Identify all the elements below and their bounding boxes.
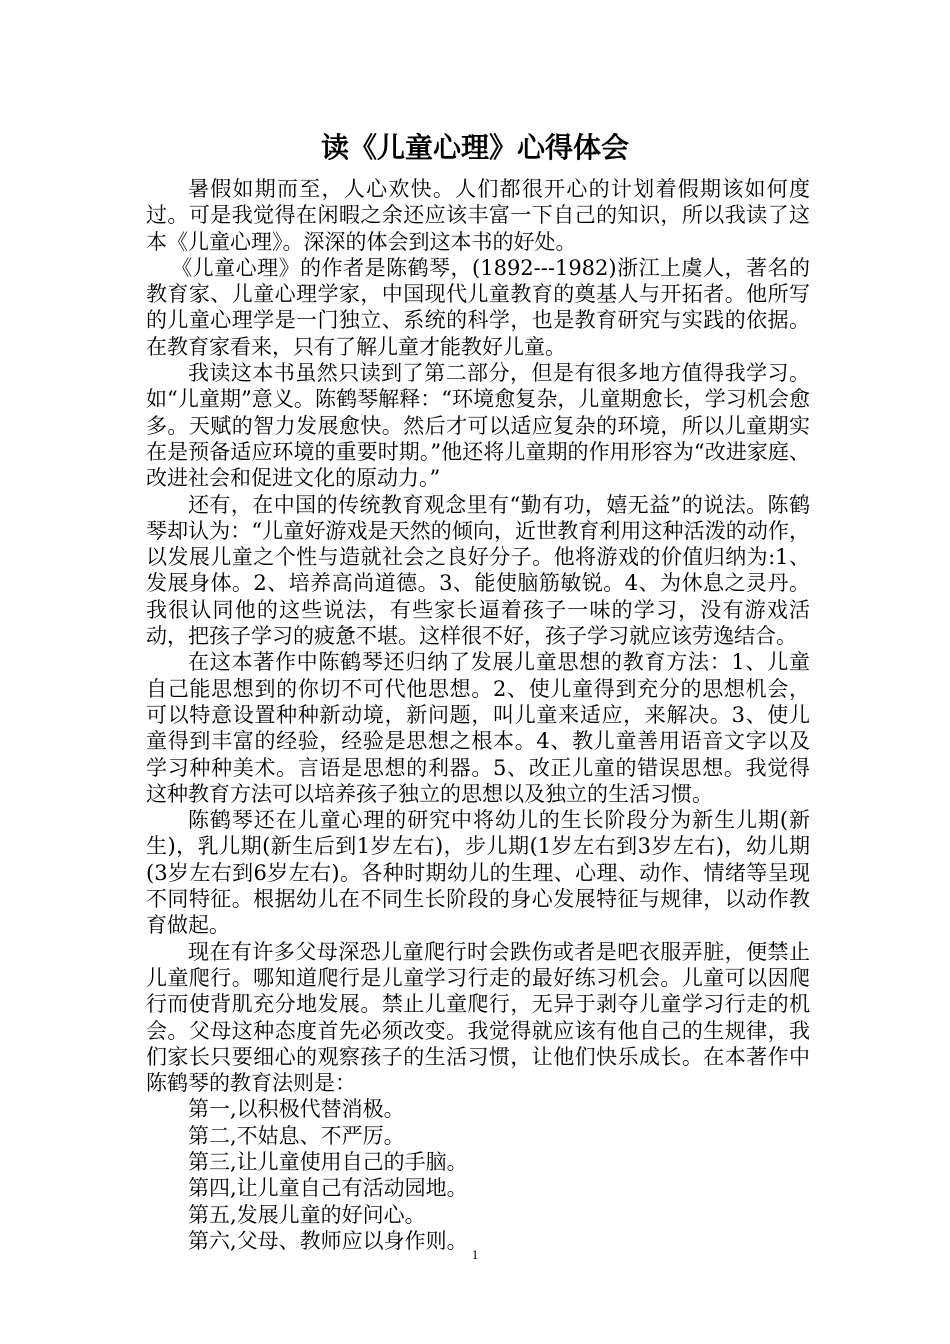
paragraph-growth-stages: 陈鹤琴还在儿童心理的研究中将幼儿的生长阶段分为新生儿期(新生)，乳儿期(新生后到1岁左右)，步儿期(1岁左右到3岁左右)，幼儿期(3岁左右到6岁左右)。各种时期幼儿的生理、心理、动作、情绪等呈现不同特征。根据幼儿在不同生长阶段的身心发展特征与规律，以动作教育做起。 <box>146 808 810 938</box>
page-number: 1 <box>471 1247 479 1262</box>
paragraph-childhood-meaning: 我读这本书虽然只读到了第二部分，但是有很多地方值得我学习。如“儿童期”意义。陈鹤琴解释：“环境愈复杂，儿童期愈长，学习机会愈多。天赋的智力发展愈快。然后才可以适应复杂的环境，所以儿童期实在是预备适应环境的重要时期。”他还将儿童期的作用形容为“改进家庭、改进社会和促进文化的原动力。” <box>146 361 810 491</box>
paragraph-play-value: 还有，在中国的传统教育观念里有“勤有功，嬉无益”的说法。陈鹤琴却认为：“儿童好游戏是天然的倾向，近世教育利用这种活泼的动作，以发展儿童之个性与造就社会之良好分子。他将游戏的价值归纳为:1、发展身体。2、培养高尚道德。3、能使脑筋敏锐。4、为休息之灵丹。我很认同他的这些说法，有些家长逼着孩子一味的学习，没有游戏活动，把孩子学习的疲惫不堪。这样很不好，孩子学习就应该劳逸结合。 <box>146 492 810 649</box>
paragraph-crawling: 现在有许多父母深恐儿童爬行时会跌伤或者是吧衣服弄脏，便禁止儿童爬行。哪知道爬行是儿童学习行走的最好练习机会。儿童可以因爬行而使背肌充分地发展。禁止儿童爬行，无异于剥夺儿童学习行走的机会。父母这种态度首先必须改变。我觉得就应该有他自己的生规律，我们家长只要细心的观察孩子的生活习惯，让他们快乐成长。在本著作中陈鹤琴的教育法则是： <box>146 939 810 1096</box>
rule-item: 第三,让儿童使用自己的手脑。 <box>188 1149 468 1174</box>
rule-item: 第一,以积极代替消极。 <box>188 1097 405 1122</box>
document-title: 读《儿童心理》心得体会 <box>320 131 629 164</box>
rule-item: 第五,发展儿童的好问心。 <box>188 1202 426 1227</box>
rule-item: 第六,父母、教师应以身作则。 <box>188 1228 468 1253</box>
paragraph-summer-vacation: 暑假如期而至，人心欢快。人们都很开心的计划着假期该如何度过。可是我觉得在闲暇之余还应该丰富一下自己的知识，所以我读了这本《儿童心理》。深深的体会到这本书的好处。 <box>146 177 810 254</box>
paragraph-thinking-methods: 在这本著作中陈鹤琴还归纳了发展儿童思想的教育方法：1、儿童自己能思想到的你切不可代他思想。2、使儿童得到充分的思想机会，可以特意设置种种新动境，新问题，叫儿童来适应，来解决。3、使儿童得到丰富的经验，经验是思想之根本。4、教儿童善用语音文字以及学习种种美术。言语是思想的利器。5、改正儿童的错误思想。我觉得这种教育方法可以培养孩子独立的思想以及独立的生活习惯。 <box>146 650 810 806</box>
rule-item: 第四,让儿童自己有活动园地。 <box>188 1176 468 1201</box>
document-body <box>146 176 810 1254</box>
paragraph-author-intro: 《儿童心理》的作者是陈鹤琴，(1892---1982)浙江上虞人，著名的教育家、儿童心理学家，中国现代儿童教育的奠基人与开拓者。他所写的儿童心理学是一门独立、系统的科学，也是教育研究与实践的依据。在教育家看来，只有了解儿童才能教好儿童。 <box>146 255 810 359</box>
rule-item: 第二,不姑息、不严厉。 <box>188 1123 405 1148</box>
